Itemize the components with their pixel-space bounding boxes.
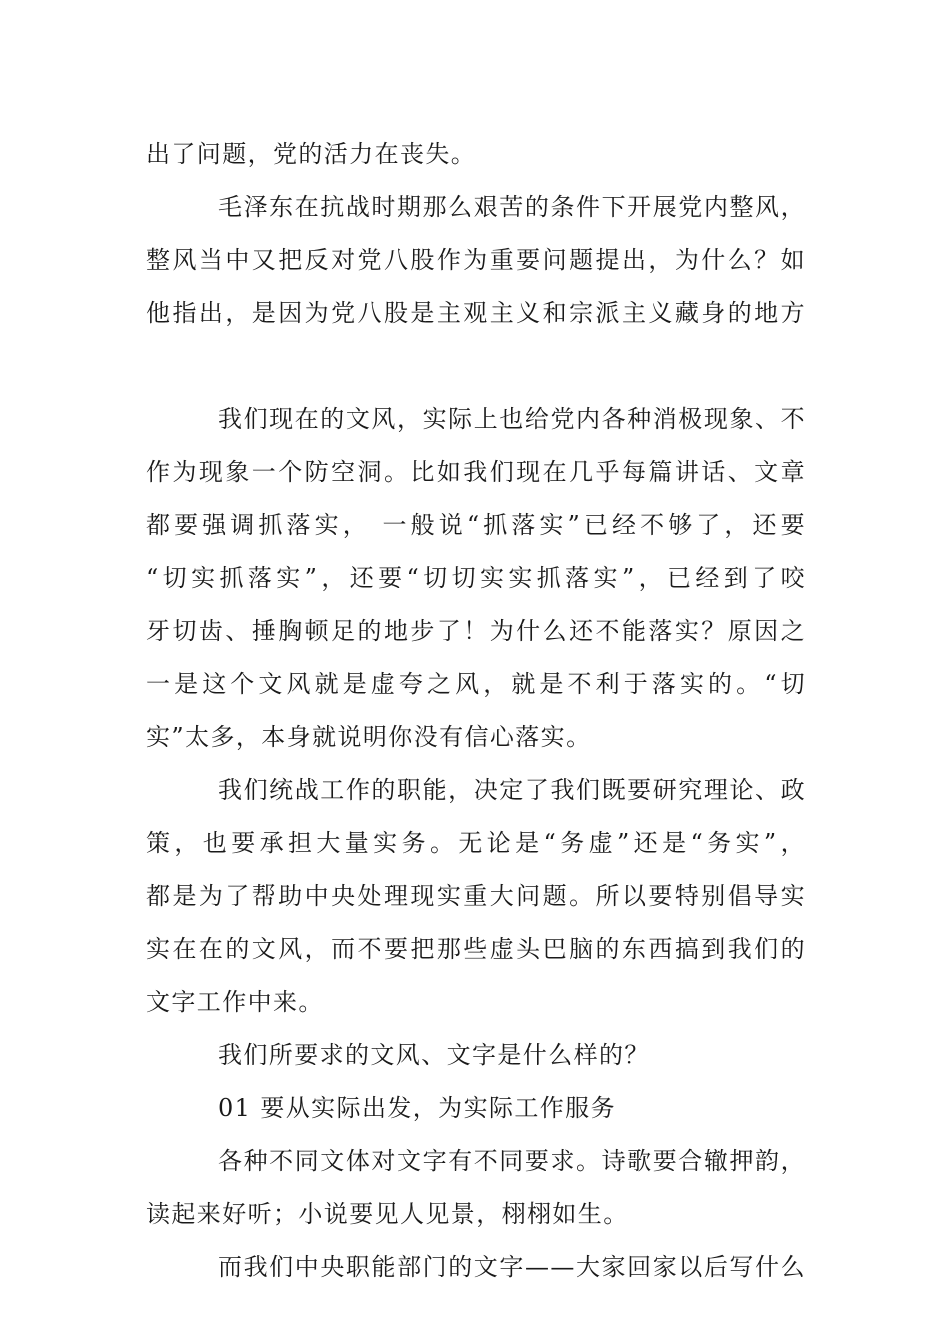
text-line: 毛泽东在抗战时期那么艰苦的条件下开展党内整风， — [218, 193, 806, 221]
paragraph-spacer — [146, 340, 806, 393]
text-line: 牙切齿、捶胸顿足的地步了！为什么还不能落实？原因之 — [146, 617, 806, 645]
text-line: 一是这个文风就是虚夸之风，就是不利于落实的。“切 — [146, 670, 806, 698]
text-line: 而我们中央职能部门的文字——大家回家以后写什么 — [218, 1253, 806, 1281]
text-line: 实”太多，本身就说明你没有信心落实。 — [146, 723, 592, 751]
text-line: 都是为了帮助中央处理现实重大问题。所以要特别倡导实 — [146, 882, 806, 910]
text-line: 我们所要求的文风、文字是什么样的？ — [218, 1041, 650, 1069]
text-line: 实在在的文风，而不要把那些虚头巴脑的东西搞到我们的 — [146, 935, 806, 963]
text-line: 各种不同文体对文字有不同要求。诗歌要合辙押韵， — [218, 1147, 806, 1175]
text-line: 文字工作中来。 — [146, 988, 324, 1016]
text-line: 读起来好听；小说要见人见景，栩栩如生。 — [146, 1200, 629, 1228]
text-line: 整风当中又把反对党八股作为重要问题提出，为什么？如 — [146, 246, 806, 274]
section-heading: 01 要从实际出发，为实际工作服务 — [218, 1094, 616, 1122]
text-line: 都要强调抓落实， 一般说“抓落实”已经不够了，还要 — [146, 511, 806, 539]
text-line: 他指出，是因为党八股是主观主义和宗派主义藏身的地方 — [146, 299, 806, 327]
document-body — [146, 128, 806, 1294]
text-line: “切实抓落实”，还要“切切实实抓落实”，已经到了咬 — [146, 564, 806, 592]
text-line: 我们现在的文风，实际上也给党内各种消极现象、不 — [218, 405, 806, 433]
text-line: 作为现象一个防空洞。比如我们现在几乎每篇讲话、文章 — [146, 458, 806, 486]
text-line: 出了问题，党的活力在丧失。 — [146, 140, 477, 168]
text-line: 我们统战工作的职能，决定了我们既要研究理论、政 — [218, 776, 806, 804]
text-line: 策，也要承担大量实务。无论是“务虚”还是“务实”， — [146, 829, 806, 857]
